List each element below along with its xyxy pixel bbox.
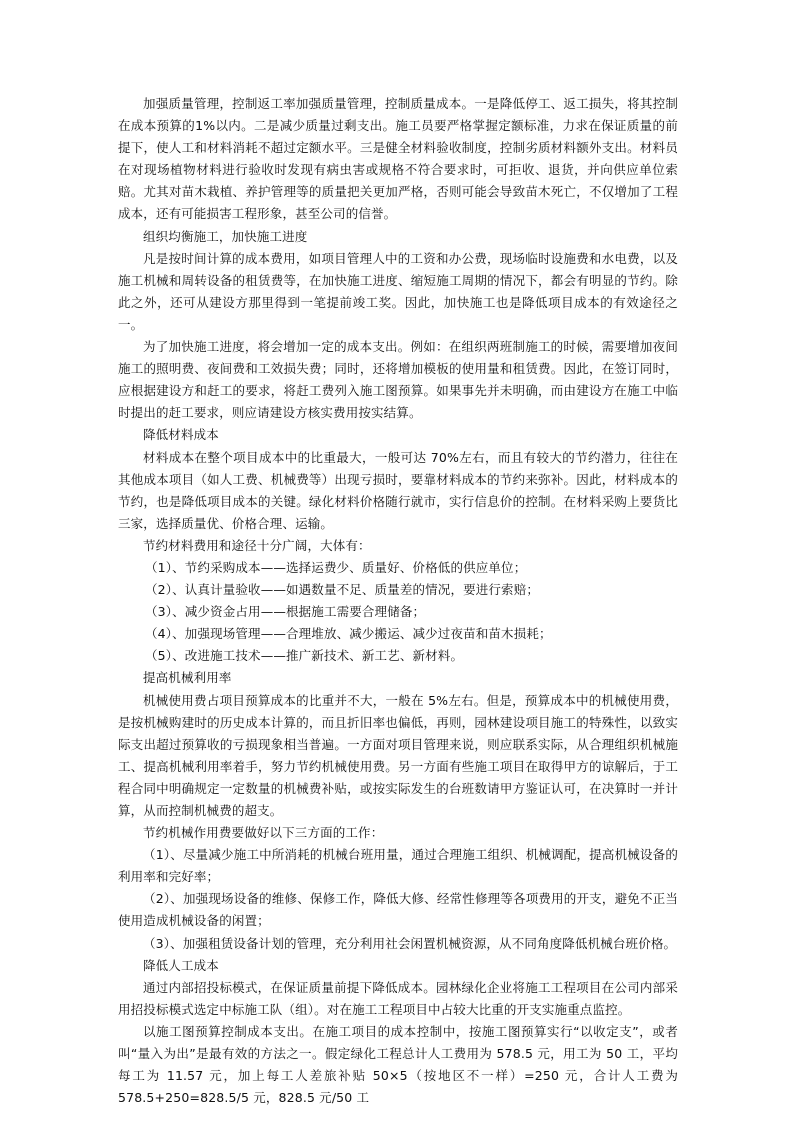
- list-item-material-1: （1）、节约采购成本——选择运费少、质量好、价格低的供应单位；: [145, 559, 527, 575]
- list-item-machine-2: （2）、加强现场设备的维修、保修工作，降低大修、经常性修理等各项费用的开支，避免不正当使用造成机械设备的闲置；: [118, 891, 678, 929]
- list-item-machine-1: （1）、尽量减少施工中所消耗的机械台班用量，通过合理施工组织、机械调配，提高机械设备的利用率和完好率；: [118, 847, 678, 885]
- list-item-machine-3: （3）、加强租赁设备计划的管理，充分利用社会闲置机械资源，从不同角度降低机械台班价格。: [143, 935, 677, 951]
- heading-balanced-construction: 组织均衡施工，加快施工进度: [143, 228, 308, 244]
- heading-labor-cost: 降低人工成本: [143, 957, 219, 973]
- list-item-material-5: （5）、改进施工技术——推广新技术、新工艺、新材料。: [145, 648, 464, 664]
- paragraph-machine-work: 节约机械作用费要做好以下三方面的工作：: [143, 825, 384, 841]
- paragraph-material-cost: 材料成本在整个项目成本中的比重最大，一般可达 70%左右，而且有较大的节约潜力，往往在其他成本项目（如人工费、机械费等）出现亏损时，要靠材料成本的节约来弥补。因此，材料成本的节约，也是降低项目成本的关键。绿化材料价格随行就市，实行信息价的控制。在材料采购上要货比三家，选择质量优、价格合理、运输。: [118, 449, 678, 531]
- list-item-material-4: （4）、加强现场管理——合理堆放、减少搬运、减少过夜苗和苗木损耗；: [145, 626, 552, 642]
- list-item-material-3: （3）、减少资金占用——根据施工需要合理储备；: [145, 604, 426, 620]
- heading-material-cost: 降低材料成本: [143, 427, 219, 443]
- paragraph-machine-cost: 机械使用费占项目预算成本的比重并不大，一般在 5%左右。但是，预算成本中的机械使用费，是按机械购建时的历史成本计算的，而且折旧率也偏低，再则，园林建设项目施工的特殊性，以致实际支出超过预算收的亏损现象相当普遍。一方面对项目管理来说，则应联系实际，从合理组织机械施工、提高机械利用率着手，努力节约机械使用费。另一方面有些施工项目在取得甲方的谅解后，于工程合同中明确规定一定数量的机械费补贴，或按实际发生的台班数请甲方鉴证认可，在决算时一并计算，从而控制机械费的超支。: [118, 692, 678, 818]
- paragraph-budget-control: 以施工图预算控制成本支出。在施工项目的成本控制中，按施工图预算实行“以收定支”，或者叫“量入为出”是最有效的方法之一。假定绿化工程总计人工费用为 578.5 元，用工为 50 工，平均每工为 11.57 元，加上每工人差旅补贴 50×5（按地区不一样）=250 元，合计人工费为 578.5+250=828.5/5 元，828.5 元/50 工: [118, 1023, 678, 1106]
- paragraph-quality-control: 加强质量管理，控制返工率加强质量管理，控制质量成本。一是降低停工、返工损失，将其控制在成本预算的1%以内。二是减少质量过剩支出。施工员要严格掌握定额标准，力求在保证质量的前提下，使人工和材料消耗不超过定额水平。三是健全材料验收制度，控制劣质材料额外支出。材料员在对现场植物材料进行验收时发现有病虫害或规格不符合要求时，可拒收、退货，并向供应单位索赔。尤其对苗木栽植、养护管理等的质量把关更加严格，否则可能会导致苗木死亡，不仅增加了工程成本，还有可能损害工程形象，甚至公司的信誉。: [118, 96, 678, 222]
- document-body: [118, 93, 678, 1109]
- paragraph-time-costs: 凡是按时间计算的成本费用，如项目管理人中的工资和办公费，现场临时设施费和水电费，以及施工机械和周转设备的租赁费等，在加快施工进度、缩短施工周期的情况下，都会有明显的节约。除此之外，还可从建设方那里得到一笔提前竣工奖。因此，加快施工也是降低项目成本的有效途径之一。: [118, 250, 678, 332]
- heading-machine-utilization: 提高机械利用率: [143, 670, 232, 686]
- paragraph-material-ways: 节约材料费用和途径十分广阔，大体有：: [143, 537, 371, 553]
- paragraph-rush-costs: 为了加快施工进度，将会增加一定的成本支出。例如：在组织两班制施工的时候，需要增加夜间施工的照明费、夜间费和工效损失费；同时，还将增加模板的使用量和租赁费。因此，在签订同时，应根据建设方和赶工的要求，将赶工费列入施工图预算。如果事先并未明确，而由建设方在施工中临时提出的赶工要求，则应请建设方核实费用按实结算。: [118, 339, 678, 421]
- list-item-material-2: （2）、认真计量验收——如遇数量不足、质量差的情况，要进行索赔；: [145, 582, 540, 598]
- paragraph-internal-bidding: 通过内部招投标模式，在保证质量前提下降低成本。园林绿化企业将施工工程项目在公司内部采用招投标模式选定中标施工队（组）。对在施工工程项目中占较大比重的开支实施重点监控。: [118, 979, 678, 1017]
